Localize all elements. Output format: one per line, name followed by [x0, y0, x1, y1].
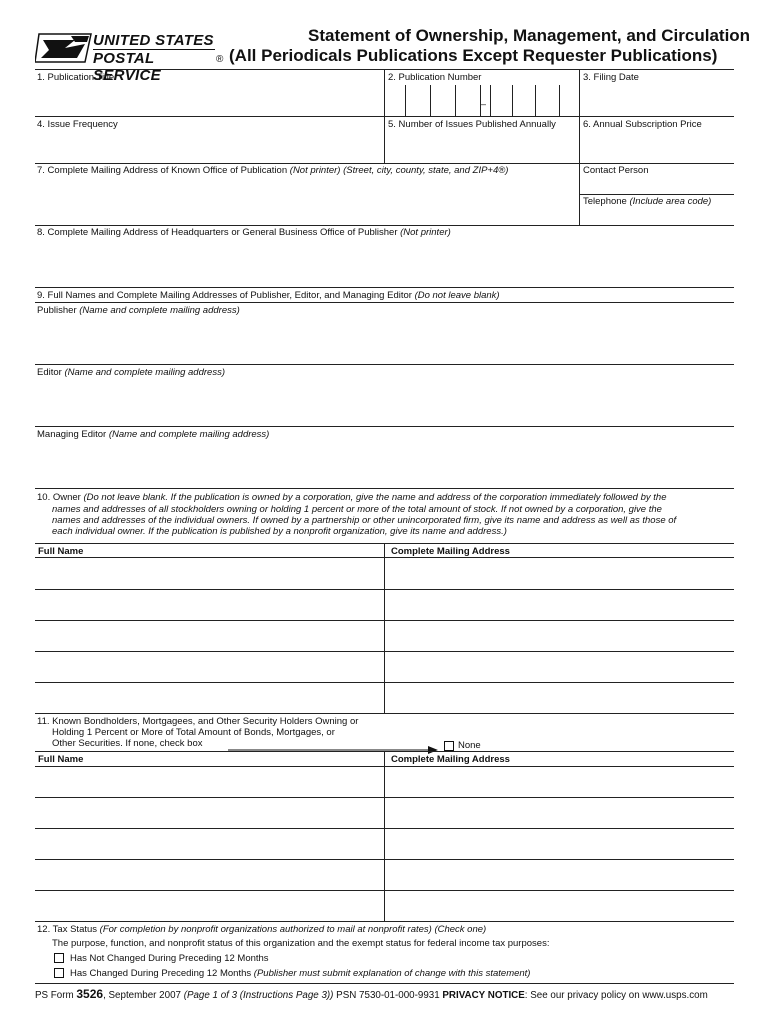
owner-note-line2: names and addresses of all stockholders owning or holding 1 percent or more of the total amount of stock. If not owned by a corporation, give the — [52, 504, 662, 515]
tax-status-purpose: The purpose, function, and nonprofit status of this organization and the exempt status for federal income tax purposes: — [52, 938, 550, 949]
office-address-label-text: 7. Complete Mailing Address of Known Office of Publication — [37, 165, 290, 176]
owner-label — [37, 492, 666, 503]
contact-person-field[interactable] — [580, 177, 734, 193]
bondholders-line3: Other Securities. If none, check box — [52, 738, 203, 749]
owner-address-header: Complete Mailing Address — [391, 546, 510, 557]
changed-label-note: (Publisher must submit explanation of change with this statement) — [253, 968, 531, 979]
subscription-price-field[interactable] — [580, 131, 734, 162]
tax-status-label-text: 12. Tax Status — [37, 924, 100, 935]
names-addresses-label — [37, 290, 500, 301]
subscription-price-label: 6. Annual Subscription Price — [583, 119, 702, 130]
filing-date-field[interactable] — [580, 84, 734, 116]
psn-number: PSN 7530-01-000-9931 — [333, 990, 443, 1001]
registered-mark: ® — [216, 54, 224, 65]
owner-label-text: 10. Owner — [37, 492, 84, 503]
telephone-label-note: (Include area code) — [629, 196, 712, 207]
editor-field[interactable] — [35, 379, 734, 426]
issues-annually-field[interactable] — [385, 131, 578, 162]
headquarters-address-label-text: 8. Complete Mailing Address of Headquarters or General Business Office of Publisher — [37, 227, 401, 238]
owner-row[interactable] — [35, 558, 384, 588]
tax-status-label — [37, 924, 486, 935]
issue-frequency-field[interactable] — [35, 131, 383, 162]
ps-form-label: PS Form — [35, 990, 77, 1001]
managing-editor-label-note: (Name and complete mailing address) — [108, 429, 270, 440]
changed-checkbox[interactable] — [54, 968, 64, 978]
tax-status-label-note: (For completion by nonprofit organizations authorized to mail at nonprofit rates) (Check one) — [99, 924, 487, 935]
form-footer — [35, 987, 708, 1001]
form-date: , September 2007 — [103, 990, 184, 1001]
none-checkbox[interactable] — [444, 741, 454, 751]
managing-editor-label-text: Managing Editor — [37, 429, 109, 440]
office-address-label-note: (Not printer) (Street, city, county, state, and ZIP+4®) — [289, 165, 509, 176]
form-title-line1: Statement of Ownership, Management, and Circulation — [308, 26, 751, 45]
names-addresses-label-text: 9. Full Names and Complete Mailing Addresses of Publisher, Editor, and Managing Editor — [37, 290, 415, 301]
bondholders-line2: Holding 1 Percent or More of Total Amount of Bonds, Mortgages, or — [52, 727, 335, 738]
publisher-label-text: Publisher — [37, 305, 80, 316]
publication-number-boxes[interactable] — [405, 85, 560, 117]
office-address-field[interactable] — [35, 177, 578, 224]
bondholder-row[interactable] — [35, 829, 384, 858]
changed-label-text: Has Changed During Preceding 12 Months — [70, 968, 254, 979]
bondholder-row[interactable] — [35, 798, 384, 827]
arrow-icon — [228, 741, 438, 749]
usps-name-line2: POSTAL SERVICE — [93, 50, 161, 84]
issue-frequency-label: 4. Issue Frequency — [37, 119, 118, 130]
owner-note-line4: each individual owner. If the publication is published by a nonprofit organization, give its name and address.) — [52, 526, 507, 537]
headquarters-address-field[interactable] — [35, 239, 734, 286]
form-title-line2: (All Periodicals Publications Except Requester Publications) — [229, 46, 718, 65]
telephone-label-text: Telephone — [583, 196, 630, 207]
eagle-icon — [35, 30, 93, 66]
owner-row[interactable] — [35, 590, 384, 619]
contact-person-label: Contact Person — [583, 165, 649, 176]
publisher-label-note: (Name and complete mailing address) — [79, 305, 240, 316]
editor-label-note: (Name and complete mailing address) — [64, 367, 225, 378]
publisher-field[interactable] — [35, 317, 734, 364]
headquarters-address-label-note: (Not printer) — [400, 227, 451, 238]
number-dash: – — [481, 99, 487, 109]
privacy-notice-label: PRIVACY NOTICE — [442, 990, 525, 1001]
bondholder-address-header: Complete Mailing Address — [391, 754, 510, 765]
owner-row[interactable] — [35, 621, 384, 650]
telephone-field[interactable] — [580, 208, 734, 224]
publisher-label — [37, 305, 240, 316]
editor-label — [37, 367, 225, 378]
owner-note-line3: names and addresses of the individual owners. If owned by a partnership or other unincorporated firm, give its name and address as well as those of — [52, 515, 677, 526]
not-changed-label: Has Not Changed During Preceding 12 Months — [70, 953, 269, 964]
publication-title-label: 1. Publication Title — [37, 72, 115, 83]
privacy-policy-link[interactable]: : See our privacy policy on www.usps.com — [524, 990, 708, 1001]
publication-number-label: 2. Publication Number — [388, 72, 482, 83]
owner-full-name-header: Full Name — [38, 546, 84, 557]
form-number: 3526 — [76, 987, 104, 1001]
bondholder-full-name-header: Full Name — [38, 754, 84, 765]
filing-date-label: 3. Filing Date — [583, 72, 639, 83]
editor-label-text: Editor — [37, 367, 65, 378]
bondholder-row[interactable] — [35, 860, 384, 889]
bondholders-line1: 11. Known Bondholders, Mortgagees, and Other Security Holders Owning or — [37, 716, 359, 727]
managing-editor-label — [37, 429, 269, 440]
headquarters-address-label — [37, 227, 451, 238]
not-changed-checkbox[interactable] — [54, 953, 64, 963]
owner-note-line1: (Do not leave blank. If the publication is owned by a corporation, give the name and address of the corporation immediately followed by the — [83, 492, 667, 503]
names-addresses-label-note: (Do not leave blank) — [414, 290, 500, 301]
telephone-label — [583, 196, 711, 207]
usps-name-line1: UNITED STATES — [93, 32, 214, 49]
owner-row[interactable] — [35, 652, 384, 681]
bondholder-row[interactable] — [35, 767, 384, 796]
changed-label — [70, 968, 530, 979]
none-label: None — [458, 740, 481, 751]
managing-editor-field[interactable] — [35, 441, 734, 487]
bondholder-row[interactable] — [35, 891, 384, 920]
page-info: (Page 1 of 3 (Instructions Page 3)) — [183, 990, 334, 1001]
publication-title-field[interactable] — [35, 84, 383, 116]
owner-row[interactable] — [35, 683, 384, 712]
issues-annually-label: 5. Number of Issues Published Annually — [388, 119, 556, 130]
office-address-label — [37, 165, 508, 176]
